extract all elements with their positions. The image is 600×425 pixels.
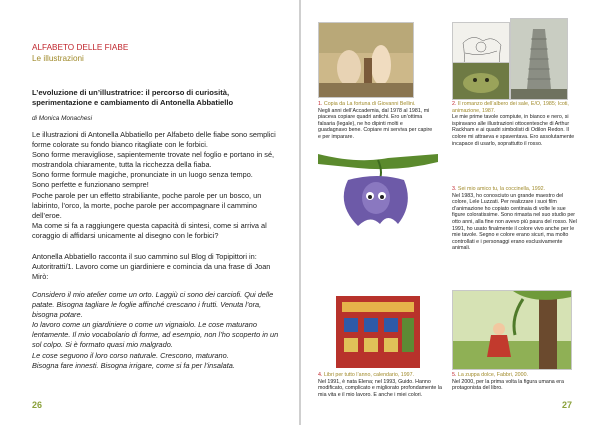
caption-5 xyxy=(452,372,577,392)
quote-line: Bisogna fare innesti. Bisogna irrigare, come si fa per l’insalata. xyxy=(32,360,235,370)
body-line: Ma come si fa a raggiungere questa capacità di sintesi, come si arriva al coraggio di affidarsi unicamente al disegno con le forbici? xyxy=(32,220,267,240)
body-line: Sono forme meravigliose, sapientemente trovate nel foglio e portano in sé, mostrandola chiaramente, tutta la ricchezza della fiaba. xyxy=(32,150,275,170)
caption-number: 4. xyxy=(318,372,323,378)
caption-number: 5. xyxy=(452,372,457,378)
quote-line: Io lavoro come un giardiniere o come un vignaiolo. Le cose maturano lentamente. Il mio vocabolario di forme, ad esempio, non l’ho scoperto in un sol colpo. Si è formato quasi mio malgrado. xyxy=(32,320,279,350)
caption-text: Le mie prime tavole compiute, in bianco e nero, si ispiravano alle illustrazioni ottocentesche di Arthur Rackham e ai quadri simbolisti di Odilon Redon. Il colore mi attraeva e spaventava. Ero assolutamente incapace di usarlo, soprattutto il rosso. xyxy=(452,114,575,147)
quote-line: Le cose seguono il loro corso naturale. Crescono, maturano. xyxy=(32,350,229,360)
caption-title: Il romanzo dell’albero dei sale, E/O, 1985; Icoti, animazione, 1987. xyxy=(452,101,569,114)
quote-line: Considero il mio atelier come un orto. Laggiù ci sono dei carciofi. Qui delle patate. Bisogna tagliare le foglie affinché crescano i frutti. Venuta l’ora, bisogna potare. xyxy=(32,290,274,320)
illustration-3-bat xyxy=(318,154,438,236)
article-heading: L’evoluzione di un’illustratrice: il percorso di curiosità, sperimentazione e cambiamento di Antonella Abbatiello xyxy=(32,88,234,107)
caption-text: Nel 1983, ho conosciuto un grande maestro del colore, Lele Luzzati. Per realizzare i suoi film d’animazione ho copiato centinaia di volte le sue figure coloratissime. Sono rimasta nel suo studio per otto anni, alla fine non avevo più paura del rosso. Nel 1991, ho usato finalmente il colore vivo anche per le mie tavole. Segno e colore erano sicuri, ma molto controllati e i personaggi erano esclusivamente animali. xyxy=(452,192,577,252)
caption-title: Sei mio amico tu, la coccinella, 1992. xyxy=(457,186,546,192)
page-number-right: 27 xyxy=(562,400,573,410)
caption-text: Nel 1991, è nata Elena; nel 1993, Guido. Hanno modificato, complicato e migliorato profondamente la mia vita e il mio lavoro. E anche i miei colori. xyxy=(318,378,442,398)
caption-text: Negli anni dell’Accademia, dal 1978 al 1981, mi piaceva copiare quadri antichi. Ero un’ottima falsaria (legale), ne ho dipinti molti e guadagnavo bene. Copiare mi serviva per capire e per imparare. xyxy=(318,107,433,140)
caption-title: Copia da La fortuna di Giovanni Bellini. xyxy=(323,101,416,107)
caption-title: Libri per tutto l’anno, calendario, 1997. xyxy=(323,372,415,378)
section-subtitle: Le illustrazioni xyxy=(32,54,84,63)
caption-title: La zuppa dolce, Fabbri, 2000. xyxy=(457,372,528,378)
body-line: Antonella Abbatiello racconta il suo cammino sul Blog di Topipittori in: Autoritratti/1. Lavoro come un giardiniere e comincia da una frase di Joan Mirò: xyxy=(32,252,271,282)
illustration-5-forest-girl xyxy=(452,290,572,370)
caption-1 xyxy=(318,101,433,141)
body-line: Sono perfette e funzionano sempre! xyxy=(32,180,149,190)
illustration-4-calendar xyxy=(318,290,438,370)
caption-text: Nel 2000, per la prima volta la figura umana era protagonista del libro. xyxy=(452,378,564,392)
body-paragraph-1 xyxy=(32,130,282,241)
illustration-2-creature xyxy=(452,62,510,100)
caption-3 xyxy=(452,186,580,252)
body-line: Le illustrazioni di Antonella Abbatiello per Alfabeto delle fiabe sono semplici forme colorate su fondo bianco ritagliate con le forbici. xyxy=(32,130,276,150)
illustration-1-bellini-copy xyxy=(318,22,414,98)
article-author: di Monica Monachesi xyxy=(32,115,93,122)
caption-number: 2. xyxy=(452,101,457,107)
body-line: Sono forme formule magiche, pronunciate in un luogo senza tempo. xyxy=(32,170,253,180)
body-paragraph-2 xyxy=(32,252,282,282)
miro-quote xyxy=(32,290,282,371)
caption-number: 3. xyxy=(452,186,457,192)
illustration-2-tower xyxy=(510,18,568,100)
page-number-left: 26 xyxy=(32,400,43,410)
section-title: ALFABETO DELLE FIABE xyxy=(32,43,129,52)
page-gutter xyxy=(299,0,301,425)
caption-4 xyxy=(318,372,443,398)
caption-2 xyxy=(452,101,580,147)
caption-number: 1. xyxy=(318,101,323,107)
body-line: Poche parole per un effetto strabiliante, poche parole per un bosco, un labirinto, l’orco, la morte, poche parole per accompagnare il cammino dell’eroe. xyxy=(32,190,262,220)
